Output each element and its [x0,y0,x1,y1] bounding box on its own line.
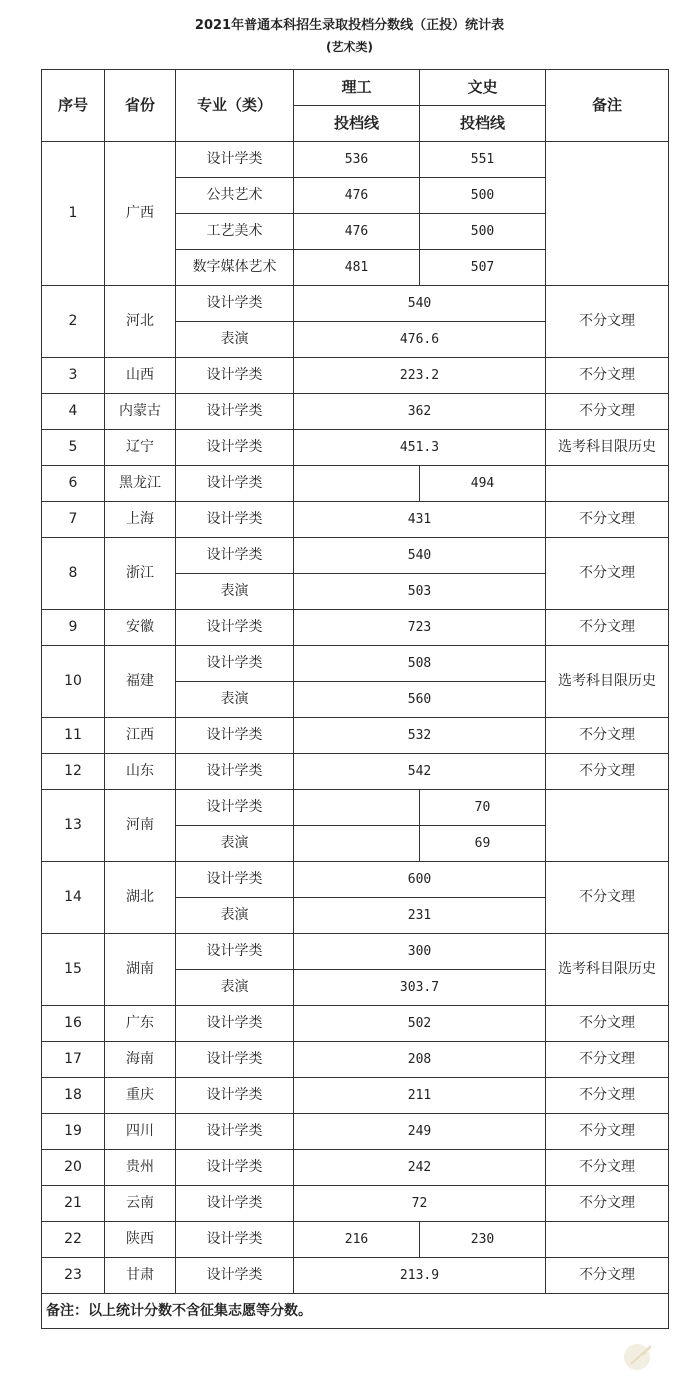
cell-score-combined: 362 [294,394,546,430]
cell-province: 山东 [105,754,176,790]
table-row [42,646,669,682]
cell-seq: 7 [42,502,105,538]
cell-major: 设计学类 [176,754,294,790]
cell-major: 设计学类 [176,934,294,970]
table-row [42,718,669,754]
cell-major: 设计学类 [176,502,294,538]
cell-score-combined: 723 [294,610,546,646]
cell-seq: 2 [42,286,105,358]
cell-province: 江西 [105,718,176,754]
cell-major: 设计学类 [176,1006,294,1042]
cell-remark: 选考科目限历史 [546,430,669,466]
table-row [42,394,669,430]
cell-score-science: 476 [294,178,420,214]
cell-score-combined: 300 [294,934,546,970]
cell-seq: 21 [42,1186,105,1222]
table-row [42,790,669,826]
cell-remark: 不分文理 [546,1042,669,1078]
cell-score-combined: 231 [294,898,546,934]
cell-remark [546,466,669,502]
cell-remark: 不分文理 [546,286,669,358]
cell-score-science [294,826,420,862]
cell-province: 四川 [105,1114,176,1150]
page-title: 2021年普通本科招生录取投档分数线（正投）统计表 [194,18,505,33]
table-row [42,538,669,574]
cell-seq: 19 [42,1114,105,1150]
header-arts-line: 投档线 [420,106,546,142]
cell-major: 表演 [176,826,294,862]
cell-remark: 不分文理 [546,862,669,934]
cell-province: 山西 [105,358,176,394]
cell-seq: 13 [42,790,105,862]
cell-seq: 8 [42,538,105,610]
cell-province: 安徽 [105,610,176,646]
cell-major: 设计学类 [176,718,294,754]
cell-major: 设计学类 [176,1258,294,1294]
cell-major: 表演 [176,898,294,934]
cell-score-combined: 600 [294,862,546,898]
cell-major: 设计学类 [176,358,294,394]
table-row [42,610,669,646]
table-row [42,358,669,394]
cell-remark [546,1222,669,1258]
cell-score-combined: 249 [294,1114,546,1150]
cell-score-combined: 242 [294,1150,546,1186]
cell-remark: 不分文理 [546,1114,669,1150]
cell-score-science: 216 [294,1222,420,1258]
cell-score-arts: 70 [420,790,546,826]
cell-score-combined: 560 [294,682,546,718]
cell-province: 河南 [105,790,176,862]
cell-score-arts: 494 [420,466,546,502]
cell-major: 设计学类 [176,1114,294,1150]
cell-major: 公共艺术 [176,178,294,214]
cell-seq: 10 [42,646,105,718]
cell-score-science [294,466,420,502]
cell-remark: 不分文理 [546,610,669,646]
cell-major: 设计学类 [176,1150,294,1186]
cell-score-arts: 551 [420,142,546,178]
cell-remark: 不分文理 [546,1006,669,1042]
table-row [42,430,669,466]
cell-province: 河北 [105,286,176,358]
table-row [42,1006,669,1042]
header-arts: 文史 [420,70,546,106]
cell-seq: 17 [42,1042,105,1078]
cell-major: 设计学类 [176,862,294,898]
cell-seq: 1 [42,142,105,286]
cell-seq: 22 [42,1222,105,1258]
cell-score-arts: 507 [420,250,546,286]
table-row [42,286,669,322]
cell-score-combined: 540 [294,286,546,322]
cell-province: 海南 [105,1042,176,1078]
cell-score-combined: 72 [294,1186,546,1222]
cell-score-combined: 503 [294,574,546,610]
cell-seq: 14 [42,862,105,934]
cell-major: 设计学类 [176,394,294,430]
cell-score-combined: 542 [294,754,546,790]
header-science-line: 投档线 [294,106,420,142]
cell-seq: 6 [42,466,105,502]
cell-remark: 不分文理 [546,538,669,610]
cell-remark: 不分文理 [546,754,669,790]
table-row [42,1186,669,1222]
cell-province: 浙江 [105,538,176,610]
cell-seq: 23 [42,1258,105,1294]
cell-seq: 3 [42,358,105,394]
cell-seq: 15 [42,934,105,1006]
cell-seq: 5 [42,430,105,466]
cell-seq: 4 [42,394,105,430]
cell-major: 设计学类 [176,538,294,574]
cell-score-combined: 211 [294,1078,546,1114]
table-row [42,502,669,538]
cell-major: 设计学类 [176,430,294,466]
cell-major: 设计学类 [176,1222,294,1258]
cell-province: 上海 [105,502,176,538]
cell-remark: 不分文理 [546,1186,669,1222]
cell-province: 黑龙江 [105,466,176,502]
footnote: 备注：以上统计分数不含征集志愿等分数。 [42,1294,669,1329]
cell-province: 辽宁 [105,430,176,466]
cell-remark: 不分文理 [546,1078,669,1114]
cell-remark: 不分文理 [546,1150,669,1186]
cell-remark: 不分文理 [546,718,669,754]
cell-province: 陕西 [105,1222,176,1258]
cell-major: 设计学类 [176,1042,294,1078]
table-row [42,466,669,502]
header-province: 省份 [105,70,176,142]
cell-province: 贵州 [105,1150,176,1186]
cell-remark: 不分文理 [546,394,669,430]
page-subtitle: (艺术类) [326,40,373,54]
cell-major: 工艺美术 [176,214,294,250]
cell-major: 设计学类 [176,790,294,826]
cell-score-arts: 500 [420,178,546,214]
cell-major: 设计学类 [176,1186,294,1222]
cell-province: 湖北 [105,862,176,934]
table-row [42,1258,669,1294]
cell-score-combined: 213.9 [294,1258,546,1294]
header-seq: 序号 [42,70,105,142]
table-row [42,862,669,898]
cell-major: 表演 [176,574,294,610]
table-row [42,1222,669,1258]
cell-remark: 不分文理 [546,502,669,538]
cell-major: 设计学类 [176,142,294,178]
cell-score-combined: 208 [294,1042,546,1078]
cell-province: 甘肃 [105,1258,176,1294]
cell-score-combined: 502 [294,1006,546,1042]
cell-major: 设计学类 [176,1078,294,1114]
table-row [42,142,669,178]
cell-province: 福建 [105,646,176,718]
cell-province: 湖南 [105,934,176,1006]
wheat-stamp-icon [621,1340,663,1370]
table-row [42,1078,669,1114]
cell-major: 设计学类 [176,610,294,646]
cell-remark: 不分文理 [546,1258,669,1294]
cell-score-combined: 223.2 [294,358,546,394]
cell-seq: 11 [42,718,105,754]
cell-score-combined: 532 [294,718,546,754]
cell-seq: 16 [42,1006,105,1042]
cell-major: 表演 [176,970,294,1006]
cell-major: 数字媒体艺术 [176,250,294,286]
cell-seq: 18 [42,1078,105,1114]
cell-score-combined: 508 [294,646,546,682]
cell-remark: 不分文理 [546,358,669,394]
cell-major: 设计学类 [176,466,294,502]
cell-score-combined: 303.7 [294,970,546,1006]
table-row [42,934,669,970]
cell-seq: 12 [42,754,105,790]
cell-province: 内蒙古 [105,394,176,430]
cell-score-science [294,790,420,826]
header-major: 专业（类） [176,70,294,142]
cell-score-arts: 500 [420,214,546,250]
table-row [42,1114,669,1150]
cell-score-science: 481 [294,250,420,286]
cell-score-combined: 431 [294,502,546,538]
table-body [42,142,669,1294]
cell-province: 广西 [105,142,176,286]
cell-score-science: 476 [294,214,420,250]
cell-score-science: 536 [294,142,420,178]
cell-major: 表演 [176,322,294,358]
cell-major: 设计学类 [176,286,294,322]
cell-province: 重庆 [105,1078,176,1114]
cell-major: 表演 [176,682,294,718]
cell-score-arts: 230 [420,1222,546,1258]
table-row [42,1042,669,1078]
cell-score-combined: 540 [294,538,546,574]
cell-score-combined: 476.6 [294,322,546,358]
cell-seq: 9 [42,610,105,646]
cell-remark [546,142,669,286]
table-row [42,754,669,790]
cell-score-combined: 451.3 [294,430,546,466]
table-row [42,1150,669,1186]
header-remark: 备注 [546,70,669,142]
cell-major: 设计学类 [176,646,294,682]
cell-remark [546,790,669,862]
cell-remark: 选考科目限历史 [546,934,669,1006]
cell-province: 云南 [105,1186,176,1222]
cell-score-arts: 69 [420,826,546,862]
admission-score-table [41,69,669,1329]
cell-remark: 选考科目限历史 [546,646,669,718]
cell-seq: 20 [42,1150,105,1186]
header-science: 理工 [294,70,420,106]
cell-province: 广东 [105,1006,176,1042]
